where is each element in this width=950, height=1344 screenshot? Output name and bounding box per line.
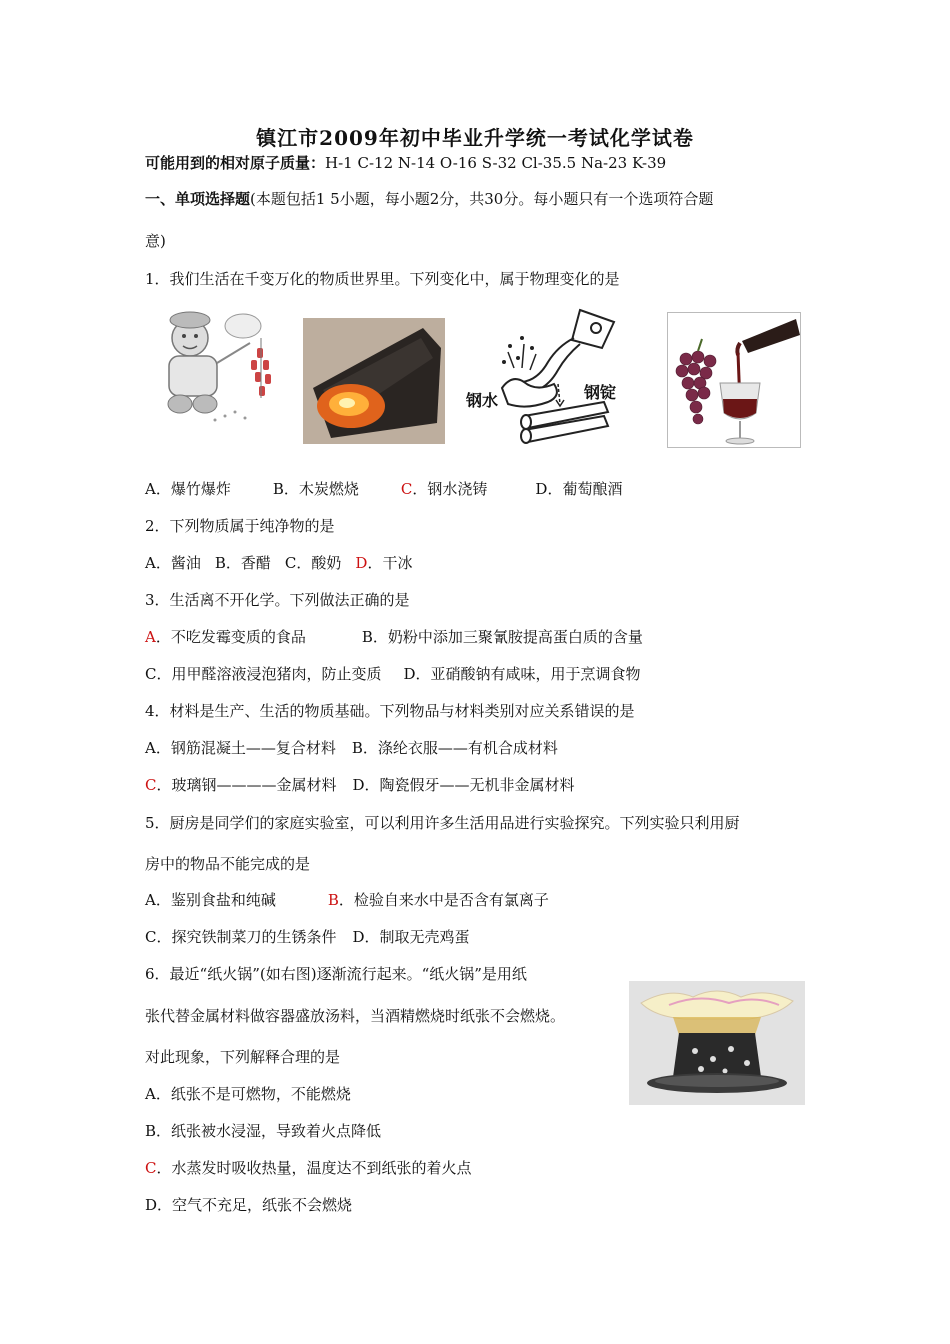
q2-option-b-letter: B (214, 554, 226, 572)
q6-option-d-letter: D (145, 1196, 158, 1214)
q3-stem: 3．生活离不开化学。下列做法正确的是 (145, 591, 410, 609)
q2-option-a-letter: A (145, 554, 156, 572)
q6-option-d[interactable] (145, 1194, 352, 1215)
q6-option-c[interactable] (145, 1157, 472, 1178)
q3-option-b[interactable] (362, 628, 643, 646)
q6-option-a[interactable] (145, 1083, 351, 1104)
q2-option-c-text: ．酸奶 (296, 554, 342, 572)
q1-option-c-letter: C (400, 480, 413, 498)
q1-option-b[interactable] (273, 480, 359, 498)
q1-option-d-letter: D (535, 480, 548, 498)
q2-option-d-text: ．干冰 (367, 554, 413, 572)
q5-option-a-letter: A (145, 891, 156, 909)
q6-option-c-text: ．水蒸发时吸收热量，温度达不到纸张的着火点 (156, 1159, 472, 1177)
q3-option-a-text: ．不吃发霉变质的食品 (155, 628, 306, 646)
atomic-mass-line (145, 152, 666, 173)
q5-option-c-text: ．探究铁制菜刀的生锈条件 (156, 928, 337, 946)
q3-options-row1 (145, 626, 643, 647)
q3-option-c[interactable] (145, 665, 382, 683)
wine-image (667, 312, 801, 448)
firecracker-image (155, 308, 285, 432)
q2-option-d[interactable] (355, 554, 412, 572)
section-heading-line (145, 188, 713, 209)
q4-option-b-text: ．涤纶衣服——有机合成材料 (362, 739, 558, 757)
q2-option-d-letter: D (355, 554, 368, 572)
q5-option-c[interactable] (145, 928, 337, 946)
section-heading: 一、单项选择题 (145, 190, 251, 208)
q4-options-row1 (145, 737, 558, 758)
q5-option-b-text: ．检验自来水中是否含有氯离子 (338, 891, 549, 909)
q5-option-c-letter: C (145, 928, 157, 946)
q1-option-d[interactable] (535, 480, 622, 498)
q3-option-c-letter: C (145, 665, 157, 683)
q6-option-a-text: ．纸张不是可燃物，不能燃烧 (155, 1085, 351, 1103)
q6-stem-cont2: 对此现象，下列解释合理的是 (145, 1048, 341, 1066)
q4-option-c-text: ．玻璃钢————金属材料 (156, 776, 337, 794)
q5-option-a[interactable] (145, 891, 276, 909)
charcoal-image (303, 318, 445, 444)
q3-option-c-text: ．用甲醛溶液浸泡猪肉，防止变质 (156, 665, 382, 683)
q3-option-a[interactable] (145, 628, 306, 646)
q4-stem: 4．材料是生产、生活的物质基础。下列物品与材料类别对应关系错误的是 (145, 702, 635, 720)
q5-option-a-text: ．鉴别食盐和纯碱 (155, 891, 276, 909)
q4-option-d[interactable] (353, 776, 575, 794)
q5-option-d[interactable] (353, 928, 470, 946)
q6-stem-cont1: 张代替金属材料做容器盛放汤料，当酒精燃烧时纸张不会燃烧。 (145, 1007, 566, 1025)
q4-option-d-letter: D (352, 776, 365, 794)
steel-ingot-label: 钢锭 (584, 383, 617, 402)
q4-option-a-letter: A (145, 739, 156, 757)
q4-options-row2 (145, 774, 575, 795)
q1-option-b-letter: B (272, 480, 284, 498)
steel-water-label: 钢水 (466, 391, 499, 410)
q6-stem: 6．最近“纸火锅”(如右图)逐渐流行起来。“纸火锅”是用纸 (145, 965, 527, 983)
q1-option-a[interactable] (145, 480, 231, 498)
section-desc-cont: 意) (145, 232, 166, 250)
q2-option-b-text: ．香醋 (225, 554, 271, 572)
q3-option-d-text: ．亚硝酸钠有咸味，用于烹调食物 (415, 665, 641, 683)
q6-option-c-letter: C (145, 1159, 157, 1177)
q6-option-b-text: ．纸张被水浸湿，导致着火点降低 (156, 1122, 382, 1140)
q2-stem: 2．下列物质属于纯净物的是 (145, 517, 335, 535)
q4-option-a[interactable] (145, 739, 336, 757)
q2-option-b[interactable] (215, 554, 271, 572)
q2-options (145, 552, 412, 573)
q5-options-row1 (145, 889, 549, 910)
q4-option-d-text: ．陶瓷假牙——无机非金属材料 (364, 776, 575, 794)
q3-option-d[interactable] (404, 665, 641, 683)
q3-options-row2 (145, 663, 641, 684)
q4-option-b[interactable] (352, 739, 558, 757)
q2-option-c[interactable] (285, 554, 342, 572)
q1-option-a-letter: A (145, 480, 156, 498)
q1-options (145, 478, 622, 499)
q5-options-row2 (145, 926, 470, 947)
q6-option-a-letter: A (145, 1085, 156, 1103)
atomic-mass-label: 可能用到的相对原子质量： (145, 154, 326, 172)
q3-option-d-letter: D (403, 665, 416, 683)
q5-option-b[interactable] (328, 891, 549, 909)
q6-option-d-text: ．空气不充足，纸张不会燃烧 (157, 1196, 353, 1214)
q5-option-d-text: ．制取无壳鸡蛋 (364, 928, 470, 946)
q1-option-d-text: ．葡萄酿酒 (547, 480, 623, 498)
q4-option-a-text: ．钢筋混凝土——复合材料 (155, 739, 336, 757)
q3-option-b-letter: B (361, 628, 373, 646)
q4-option-c[interactable] (145, 776, 337, 794)
paper-hotpot-image (629, 981, 805, 1105)
q4-option-c-letter: C (145, 776, 157, 794)
q1-option-c[interactable] (401, 480, 488, 498)
atomic-mass-values: H-1 C-12 N-14 O-16 S-32 Cl-35.5 Na-23 K-39 (325, 154, 667, 172)
q2-option-a[interactable] (145, 554, 201, 572)
q1-stem: 1．我们生活在千变万化的物质世界里。下列变化中，属于物理变化的是 (145, 270, 620, 288)
q2-option-a-text: ．酱油 (155, 554, 201, 572)
q5-stem-cont: 房中的物品不能完成的是 (145, 855, 311, 873)
q5-option-b-letter: B (327, 891, 339, 909)
q6-option-b-letter: B (145, 1122, 157, 1140)
q5-option-d-letter: D (352, 928, 365, 946)
q1-option-b-text: ．木炭燃烧 (283, 480, 359, 498)
q2-option-c-letter: C (284, 554, 297, 572)
q4-option-b-letter: B (351, 739, 363, 757)
q6-option-b[interactable] (145, 1120, 381, 1141)
exam-title: 镇江市2009年初中毕业升学统一考试化学试卷 (256, 126, 694, 150)
section-desc: (本题包括1 5小题，每小题2分，共30分。每小题只有一个选项符合题 (250, 190, 714, 208)
q3-option-b-text: ．奶粉中添加三聚氰胺提高蛋白质的含量 (372, 628, 643, 646)
q1-option-a-text: ．爆竹爆炸 (155, 480, 231, 498)
steel-casting-image (462, 300, 642, 448)
q3-option-a-letter: A (145, 628, 156, 646)
q1-option-c-text: ．钢水浇铸 (412, 480, 488, 498)
q5-stem: 5．厨房是同学们的家庭实验室，可以利用许多生活用品进行实验探究。下列实验只利用厨 (145, 814, 740, 832)
